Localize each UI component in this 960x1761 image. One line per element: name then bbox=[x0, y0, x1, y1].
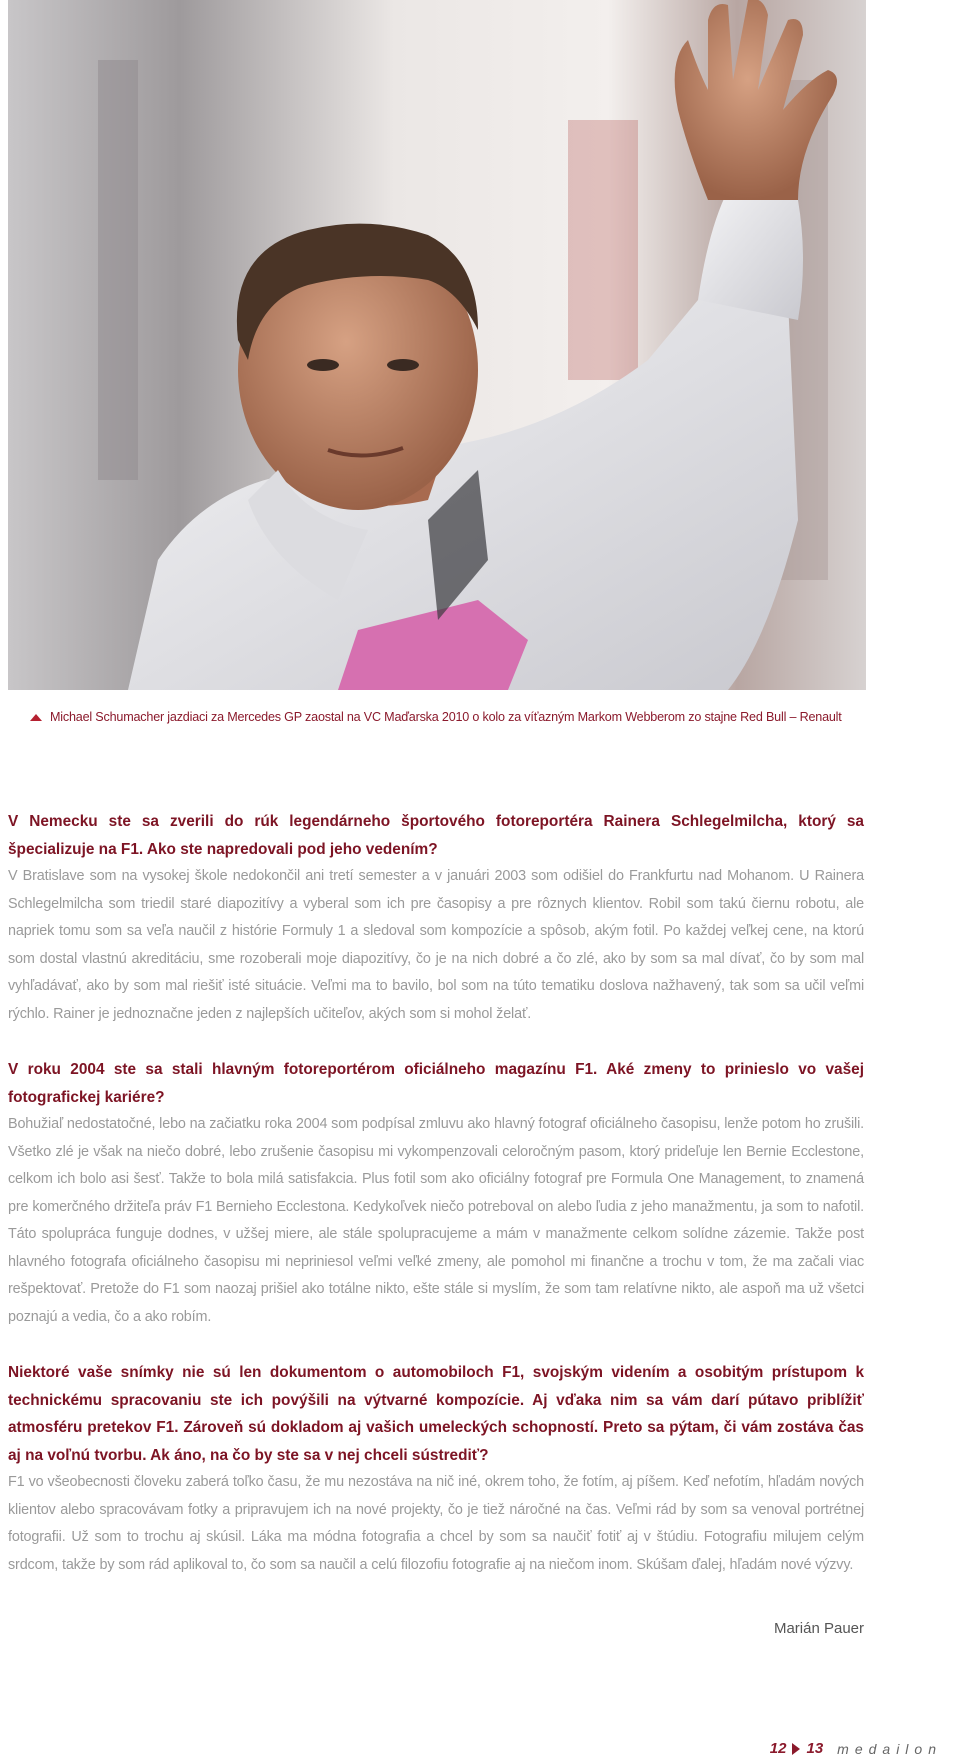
hero-photo bbox=[8, 0, 866, 690]
photo-caption bbox=[30, 710, 870, 724]
page-number-right: 13 bbox=[806, 1740, 824, 1757]
author-name: Marián Pauer bbox=[773, 1620, 864, 1637]
section-name: medailon bbox=[837, 1740, 942, 1757]
answer-2: Bohužiaľ nedostatočné, lebo na začiatku roka 2004 som podpísal zmluvu ako hlavný fotograf oficiálneho časopisu, lenže potom ho zrušili. Všetko zlé je však na niečo dobré, lebo zrušenie časopisu mi vykompenzovali celoročným pasom, ktorý prideľuje len Bernie Ecclestone, celkom ich bolo asi šesť. Takže to bola milá satisfakcia. Plus fotil som ako oficiálny fotograf pre Formula One Management, to znamená pre komerčného držiteľa práv F1 Bernieho Ecclestona. Kedykoľvek niečo potreboval on alebo ľudia z jeho manažmentu, ja som to nafotil. Táto spolupráca funguje dodnes, v užšej miere, ale stále spolupracujeme a mám v manažmente celkom solídne zázemie. Takže post hlavného fotografa oficiálneho časopisu mi nepriniesol veľmi veľké zmeny, ale pomohol mi finančne a trochu v tom, že ma začali viac rešpektovať. Pretože do F1 som naozaj prišiel ako totálne nikto, ešte stále si myslím, že som tam relatívne nikto, ale aspoň ma už všetci poznajú a vedia, čo a ako robím. bbox=[8, 1116, 864, 1325]
portrait-photo-icon bbox=[8, 0, 866, 690]
caption-triangle-icon bbox=[30, 714, 42, 721]
arrow-right-icon bbox=[792, 1743, 800, 1755]
question-3: Niektoré vaše snímky nie sú len dokumentom o automobiloch F1, svojským videním a osobitým prístupom k technickému spracovaniu ste ich povýšili na výtvarné kompozície. Aj vďaka nim sa vám darí pútavo priblížiť atmosféru pretekov F1. Zároveň sú dokladom aj vašich umeleckých schopností. Preto sa pýtam, či vám zostáva čas aj na voľnú tvorbu. Ak áno, na čo by ste sa v nej chceli sústrediť? bbox=[8, 1364, 864, 1464]
page-footer bbox=[770, 1740, 942, 1757]
answer-3: F1 vo všeobecnosti človeku zaberá toľko času, že mu nezostáva na nič iné, okrem toho, že fotím, aj píšem. Keď nefotím, hľadám nových klientov alebo spracovávam fotky a pripravujem ich na nové projekty, čo je tiež náročné na čas. Veľmi rád by som sa venoval portrétnej fotografii. Už som to trochu aj skúsil. Láka ma módna fotografia a chcel by som sa naučiť fotiť aj v štúdiu. Fotografiu milujem celým srdcom, takže by som rád aplikoval to, čo som sa naučil a celú filozofiu fotografie aj na niečom inom. Skúšam ďalej, hľadám nové výzvy. bbox=[8, 1474, 864, 1573]
interview-article bbox=[8, 808, 864, 1607]
question-1: V Nemecku ste sa zverili do rúk legendárneho športového fotoreportéra Rainera Schlegelmilcha, ktorý sa špecializuje na F1. Ako ste napredovali pod jeho vedením? bbox=[8, 813, 864, 858]
question-2: V roku 2004 ste sa stali hlavným fotoreportérom oficiálneho magazínu F1. Aké zmeny to prinieslo vo vašej fotografickej kariére? bbox=[8, 1061, 864, 1106]
answer-1: V Bratislave som na vysokej škole nedokončil ani tretí semester a v januári 2003 som odišiel do Frankfurtu nad Mohanom. U Rainera Schlegelmilcha som triedil staré diapozitívy a vyberal som ich pre časopisy a pre rôznych klientov. Robil som takú čiernu robotu, ale napriek tomu som sa veľa naučil z histórie Formuly 1 a sledoval som kompozície a spôsob, akým fotil. Po každej veľkej cene, na ktorú som dostal vlastnú akreditáciu, sme rozoberali moje diapozitívy, čo je na nich dobré a čo zlé, ako by som sa mal dívať, čo by som mal vyhľadávať, ako by som mal riešiť isté situácie. Veľmi ma to bavilo, bol som na túto tematiku doslova nažhavený, tak som sa učil veľmi rýchlo. Rainer je jednoznačne jeden z najlepších učiteľov, akých som si mohol želať. bbox=[8, 868, 864, 1022]
caption-text: Michael Schumacher jazdiaci za Mercedes GP zaostal na VC Maďarska 2010 o kolo za víťazným Markom Webberom zo stajne Red Bull – Renault bbox=[50, 710, 842, 724]
page-number-left: 12 bbox=[769, 1740, 787, 1757]
